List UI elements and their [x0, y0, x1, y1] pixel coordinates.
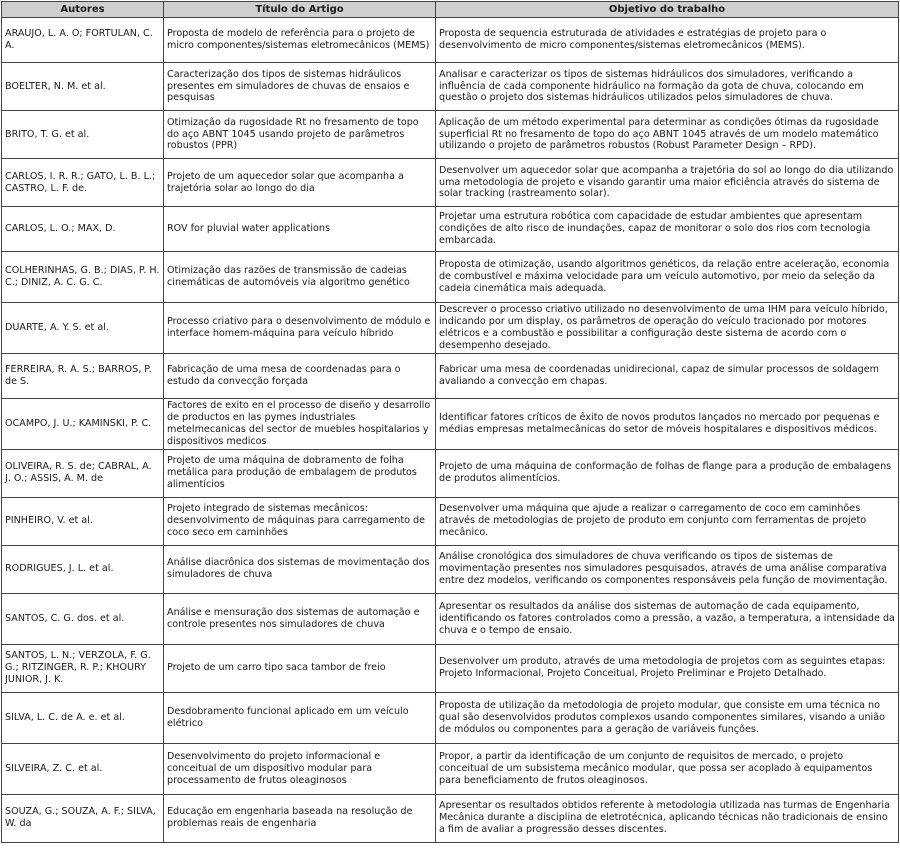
- cell-autores: SOUZA, G.; SOUZA, A. F.; SILVA, W. da: [2, 794, 164, 842]
- cell-autores: FERREIRA, R. A. S.; BARROS, P. de S.: [2, 353, 164, 398]
- cell-objetivo: Descrever o processo criativo utilizado no desenvolvimento de uma IHM para veículo híbrido, indicando por um display, os parâmetros de operação do veículo tracionado por motores elétricos e a combustão e possibilitar a configuração deste sistema de acordo com o desempenho desejado.: [436, 303, 899, 354]
- cell-autores: RODRIGUES, J. L. et al.: [2, 545, 164, 593]
- cell-objetivo: Propor, a partir da identificação de um conjunto de requisitos de mercado, o projeto conceitual de um subsistema mecânico modular, que possa ser acoplado à equipamentos para beneficiamento de frutos oleaginosos.: [436, 743, 899, 794]
- table-row: [2, 593, 899, 644]
- cell-titulo: Análise diacrônica dos sistemas de movimentação dos simuladores de chuva: [164, 545, 436, 593]
- cell-titulo: Caracterização dos tipos de sistemas hidráulicos presentes em simuladores de chuvas de ensaios e pesquisas: [164, 63, 436, 111]
- cell-autores: OLIVEIRA, R. S. de; CABRAL, A. J. O.; ASSIS, A. M. de: [2, 449, 164, 497]
- table-row: [2, 644, 899, 692]
- cell-objetivo: Apresentar os resultados da análise dos sistemas de automação de cada equipamento, identificando os fatores controlados como a pressão, a vazão, a temperatura, a intensidade da chuva e o tempo de ensaio.: [436, 593, 899, 644]
- cell-objetivo: Identificar fatores críticos de êxito de novos produtos lançados no mercado por pequenas e médias empresas metalmecânicas do setor de móveis hospitalares e dispositivos médicos.: [436, 398, 899, 449]
- cell-objetivo: Analisar e caracterizar os tipos de sistemas hidráulicos dos simuladores, verificando a influência de cada componente hidráulico na formação da gota de chuva, colocando em questão o projeto dos sistemas hidráulicos utilizados pelos simuladores de chuva.: [436, 63, 899, 111]
- cell-titulo: Desenvolvimento do projeto informacional e conceitual de um dispositivo modular para processamento de frutos oleaginosos: [164, 743, 436, 794]
- cell-titulo: Educação em engenharia baseada na resolução de problemas reais de engenharia: [164, 794, 436, 842]
- table-body: [2, 18, 899, 843]
- header-titulo-do-artigo: Título do Artigo: [164, 2, 436, 18]
- cell-objetivo: Análise cronológica dos simuladores de chuva verificando os tipos de sistemas de movimentação presentes nos simuladores pesquisados, através de uma análise comparativa entre dez modelos, verificando os componentes responsáveis pela função de movimentação.: [436, 545, 899, 593]
- cell-autores: SANTOS, L. N.; VERZOLA, F. G. G.; RITZINGER, R. P.; KHOURY JUNIOR, J. K.: [2, 644, 164, 692]
- cell-titulo: ROV for pluvial water applications: [164, 207, 436, 252]
- cell-titulo: Desdobramento funcional aplicado em um veículo elétrico: [164, 692, 436, 743]
- cell-titulo: Projeto de uma máquina de dobramento de folha metálica para produção de embalagem de produtos alimentícios: [164, 449, 436, 497]
- cell-objetivo: Projeto de uma máquina de conformação de folhas de flange para a produção de embalagens de produtos alimentícios.: [436, 449, 899, 497]
- cell-autores: SANTOS, C. G. dos. et al.: [2, 593, 164, 644]
- cell-autores: ARAUJO, L. A. O; FORTULAN, C. A.: [2, 18, 164, 63]
- table-row: [2, 545, 899, 593]
- table-row: [2, 159, 899, 207]
- cell-titulo: Fabricação de uma mesa de coordenadas para o estudo da convecção forçada: [164, 353, 436, 398]
- cell-objetivo: Aplicação de um método experimental para determinar as condições ótimas da rugosidade superficial Rt no fresamento de topo do aço ABNT 1045 através de um modelo matemático utilizando o projeto de parâmetros robustos (Robust Parameter Design – RPD).: [436, 111, 899, 159]
- table-row: [2, 18, 899, 63]
- table-row: [2, 398, 899, 449]
- table-header: [2, 2, 899, 18]
- cell-objetivo: Apresentar os resultados obtidos referente à metodologia utilizada nas turmas de Engenharia Mecânica durante a disciplina de eletrotécnica, aplicando técnicas não tradicionais de ensino a fim de avaliar a progressão desses discentes.: [436, 794, 899, 842]
- cell-titulo: Otimização das razões de transmissão de cadeias cinemáticas de automóveis via algoritmo genético: [164, 252, 436, 303]
- cell-autores: COLHERINHAS, G. B.; DIAS, P. H. C.; DINIZ, A. C. G. C.: [2, 252, 164, 303]
- header-autores: Autores: [2, 2, 164, 18]
- cell-autores: DUARTE, A. Y. S. et al.: [2, 303, 164, 354]
- header-row: [2, 2, 899, 18]
- cell-autores: BRITO, T. G. et al.: [2, 111, 164, 159]
- cell-titulo: Projeto de um aquecedor solar que acompanha a trajetória solar ao longo do dia: [164, 159, 436, 207]
- table-row: [2, 252, 899, 303]
- table-row: [2, 303, 899, 354]
- table-row: [2, 692, 899, 743]
- table-row: [2, 794, 899, 842]
- cell-autores: BOELTER, N. M. et al.: [2, 63, 164, 111]
- cell-titulo: Projeto de um carro tipo saca tambor de freio: [164, 644, 436, 692]
- cell-objetivo: Desenvolver uma máquina que ajude a realizar o carregamento de coco em caminhões através de metodologias de projeto de produto em conjunto com ferramentas de projeto mecânico.: [436, 497, 899, 545]
- cell-titulo: Análise e mensuração dos sistemas de automação e controle presentes nos simuladores de chuva: [164, 593, 436, 644]
- cell-autores: CARLOS, I. R. R.; GATO, L. B. L.; CASTRO, L. F. de.: [2, 159, 164, 207]
- table-row: [2, 449, 899, 497]
- cell-autores: OCAMPO, J. U.; KAMINSKI, P. C.: [2, 398, 164, 449]
- cell-objetivo: Proposta de utilização da metodologia de projeto modular, que consiste em uma técnica no qual são desenvolvidos produtos complexos usando componentes similares, visando a união de módulos ou componentes para a geração de variáveis funções.: [436, 692, 899, 743]
- cell-objetivo: Desenvolver um aquecedor solar que acompanha a trajetória do sol ao longo do dia utilizando uma metodologia de projeto e visando garantir uma maior eficiência através do sistema de solar tracking (rastreamento solar).: [436, 159, 899, 207]
- cell-titulo: Proposta de modelo de referência para o projeto de micro componentes/sistemas eletromecânicos (MEMS): [164, 18, 436, 63]
- table-row: [2, 63, 899, 111]
- cell-titulo: Projeto integrado de sistemas mecânicos: desenvolvimento de máquinas para carregamento de coco seco em caminhões: [164, 497, 436, 545]
- cell-objetivo: Proposta de otimização, usando algoritmos genéticos, da relação entre aceleração, economia de combustível e máxima velocidade para um veículo automotivo, por meio da seleção da cadeia cinemática mais adequada.: [436, 252, 899, 303]
- cell-autores: SILVEIRA, Z. C. et al.: [2, 743, 164, 794]
- cell-autores: CARLOS, L. O.; MAX, D.: [2, 207, 164, 252]
- cell-objetivo: Proposta de sequencia estruturada de atividades e estratégias de projeto para o desenvolvimento de micro componentes/sistemas eletromecânicos (MEMS).: [436, 18, 899, 63]
- cell-autores: PINHEIRO, V. et al.: [2, 497, 164, 545]
- table-row: [2, 207, 899, 252]
- cell-titulo: Factores de exito en el processo de diseño y desarrollo de productos en las pymes industriales metelmecanicas del sector de muebles hospitalarios y dispositivos medicos: [164, 398, 436, 449]
- header-objetivo-do-trabalho: Objetivo do trabalho: [436, 2, 899, 18]
- table-row: [2, 497, 899, 545]
- table-row: [2, 353, 899, 398]
- cell-autores: SILVA, L. C. de A. e. et al.: [2, 692, 164, 743]
- references-table: [1, 1, 899, 843]
- cell-objetivo: Desenvolver um produto, através de uma metodologia de projetos com as seguintes etapas: Projeto Informacional, Projeto Conceitual, Projeto Preliminar e Projeto Detalhado.: [436, 644, 899, 692]
- table-row: [2, 111, 899, 159]
- table-row: [2, 743, 899, 794]
- cell-titulo: Processo criativo para o desenvolvimento de módulo e interface homem-máquina para veículo híbrido: [164, 303, 436, 354]
- cell-objetivo: Fabricar uma mesa de coordenadas unidirecional, capaz de simular processos de soldagem avaliando a convecção em chapas.: [436, 353, 899, 398]
- cell-titulo: Otimização da rugosidade Rt no fresamento de topo do aço ABNT 1045 usando projeto de parâmetros robustos (PPR): [164, 111, 436, 159]
- cell-objetivo: Projetar uma estrutura robótica com capacidade de estudar ambientes que apresentam condições de alto risco de inundações, capaz de monitorar o solo dos rios com tecnologia embarcada.: [436, 207, 899, 252]
